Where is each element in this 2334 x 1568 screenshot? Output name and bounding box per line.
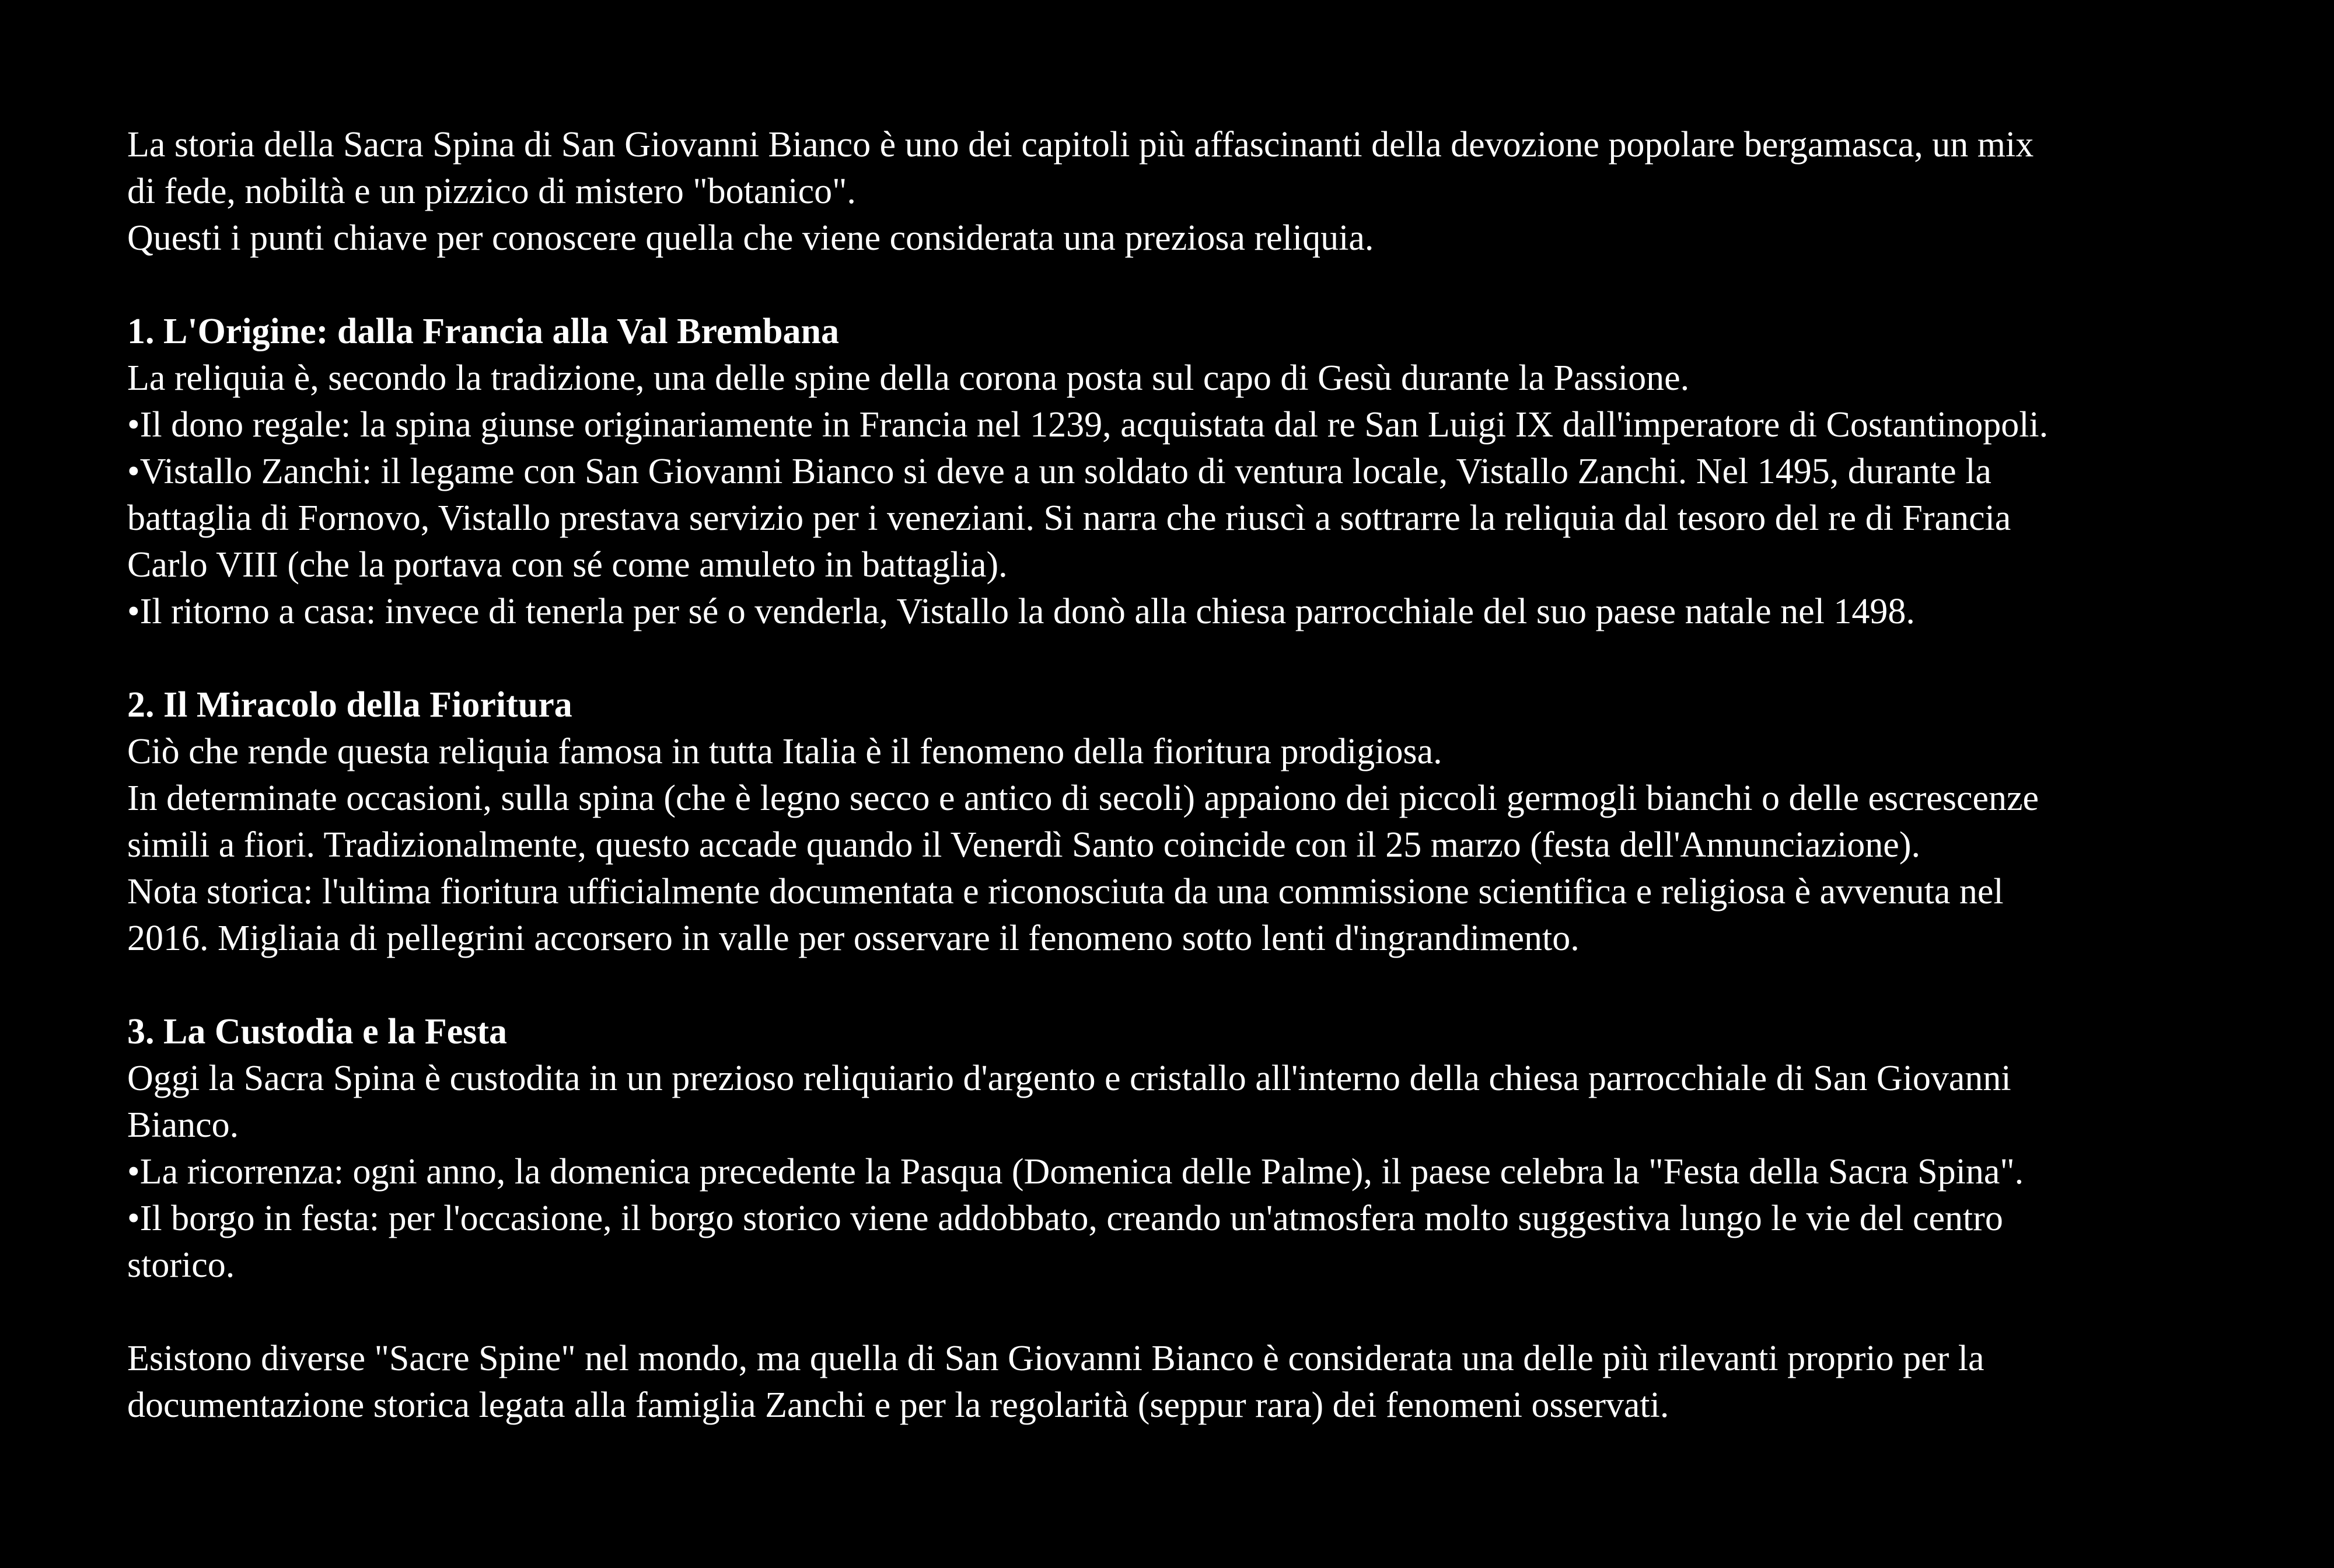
section-miracolo-line: simili a fiori. Tradizionalmente, questo accade quando il Venerdì Santo coincide con il 25 marzo (festa dell'Annunciazione). xyxy=(127,825,1920,865)
section-custodia-line: Bianco. xyxy=(127,1105,239,1145)
intro-line: La storia della Sacra Spina di San Giovanni Bianco è uno dei capitoli più affascinanti della devozione popolare bergamasca, un mix xyxy=(127,125,2034,165)
bullet-item-vistallo-zanchi: •Vistallo Zanchi: il legame con San Giovanni Bianco si deve a un soldato di ventura locale, Vistallo Zanchi. Nel 1495, durante la xyxy=(127,452,1991,491)
bullet-item-ritorno-a-casa: •Il ritorno a casa: invece di tenerla per sé o venderla, Vistallo la donò alla chiesa parrocchiale del suo paese natale nel 1498. xyxy=(127,592,1915,631)
bullet-item-ricorrenza: •La ricorrenza: ogni anno, la domenica precedente la Pasqua (Domenica delle Palme), il paese celebra la "Festa della Sacra Spina". xyxy=(127,1152,2024,1192)
bullet-item-dono-regale: •Il dono regale: la spina giunse originariamente in Francia nel 1239, acquistata dal re San Luigi IX dall'imperatore di Costantinopoli. xyxy=(127,405,2049,445)
section-heading-miracolo: 2. Il Miracolo della Fioritura xyxy=(127,685,572,725)
section-custodia-line: storico. xyxy=(127,1245,235,1285)
section-custodia-line: Oggi la Sacra Spina è custodita in un prezioso reliquiario d'argento e cristallo all'interno della chiesa parrocchiale di San Giovanni xyxy=(127,1059,2011,1098)
section-miracolo-line: Nota storica: l'ultima fioritura ufficialmente documentata e riconosciuta da una commissione scientifica e religiosa è avvenuta nel xyxy=(127,872,2004,912)
intro-line: Questi i punti chiave per conoscere quella che viene considerata una preziosa reliquia. xyxy=(127,218,1374,258)
section-origin-line: La reliquia è, secondo la tradizione, una delle spine della corona posta sul capo di Gesù durante la Passione. xyxy=(127,358,1690,398)
section-miracolo-line: 2016. Migliaia di pellegrini accorsero in valle per osservare il fenomeno sotto lenti d'ingrandimento. xyxy=(127,919,1580,958)
paragraph-spacer xyxy=(127,261,2228,308)
section-heading-custodia: 3. La Custodia e la Festa xyxy=(127,1012,507,1052)
bullet-item-borgo-in-festa: •Il borgo in festa: per l'occasione, il borgo storico viene addobbato, creando un'atmosfera molto suggestiva lungo le vie del centro xyxy=(127,1199,2003,1238)
closing-line: Esistono diverse "Sacre Spine" nel mondo, ma quella di San Giovanni Bianco è considerata una delle più rilevanti proprio per la xyxy=(127,1339,1984,1378)
paragraph-spacer xyxy=(127,962,2228,1008)
section-origin-line: Carlo VIII (che la portava con sé come amuleto in battaglia). xyxy=(127,545,1008,585)
section-miracolo-line: In determinate occasioni, sulla spina (che è legno secco e antico di secoli) appaiono dei piccoli germogli bianchi o delle escrescenze xyxy=(127,778,2039,818)
closing-line: documentazione storica legata alla famiglia Zanchi e per la regolarità (seppur rara) dei fenomeni osservati. xyxy=(127,1385,1669,1425)
paragraph-spacer xyxy=(127,1288,2228,1335)
section-heading-origin: 1. L'Origine: dalla Francia alla Val Brembana xyxy=(127,312,839,351)
intro-line: di fede, nobiltà e un pizzico di mistero "botanico". xyxy=(127,172,856,211)
section-origin-line: battaglia di Fornovo, Vistallo prestava servizio per i veneziani. Si narra che riuscì a sottrarre la reliquia dal tesoro del re di Francia xyxy=(127,498,2011,538)
section-miracolo-line: Ciò che rende questa reliquia famosa in tutta Italia è il fenomeno della fioritura prodigiosa. xyxy=(127,732,1442,771)
document-text xyxy=(127,121,2228,1429)
paragraph-spacer xyxy=(127,635,2228,682)
